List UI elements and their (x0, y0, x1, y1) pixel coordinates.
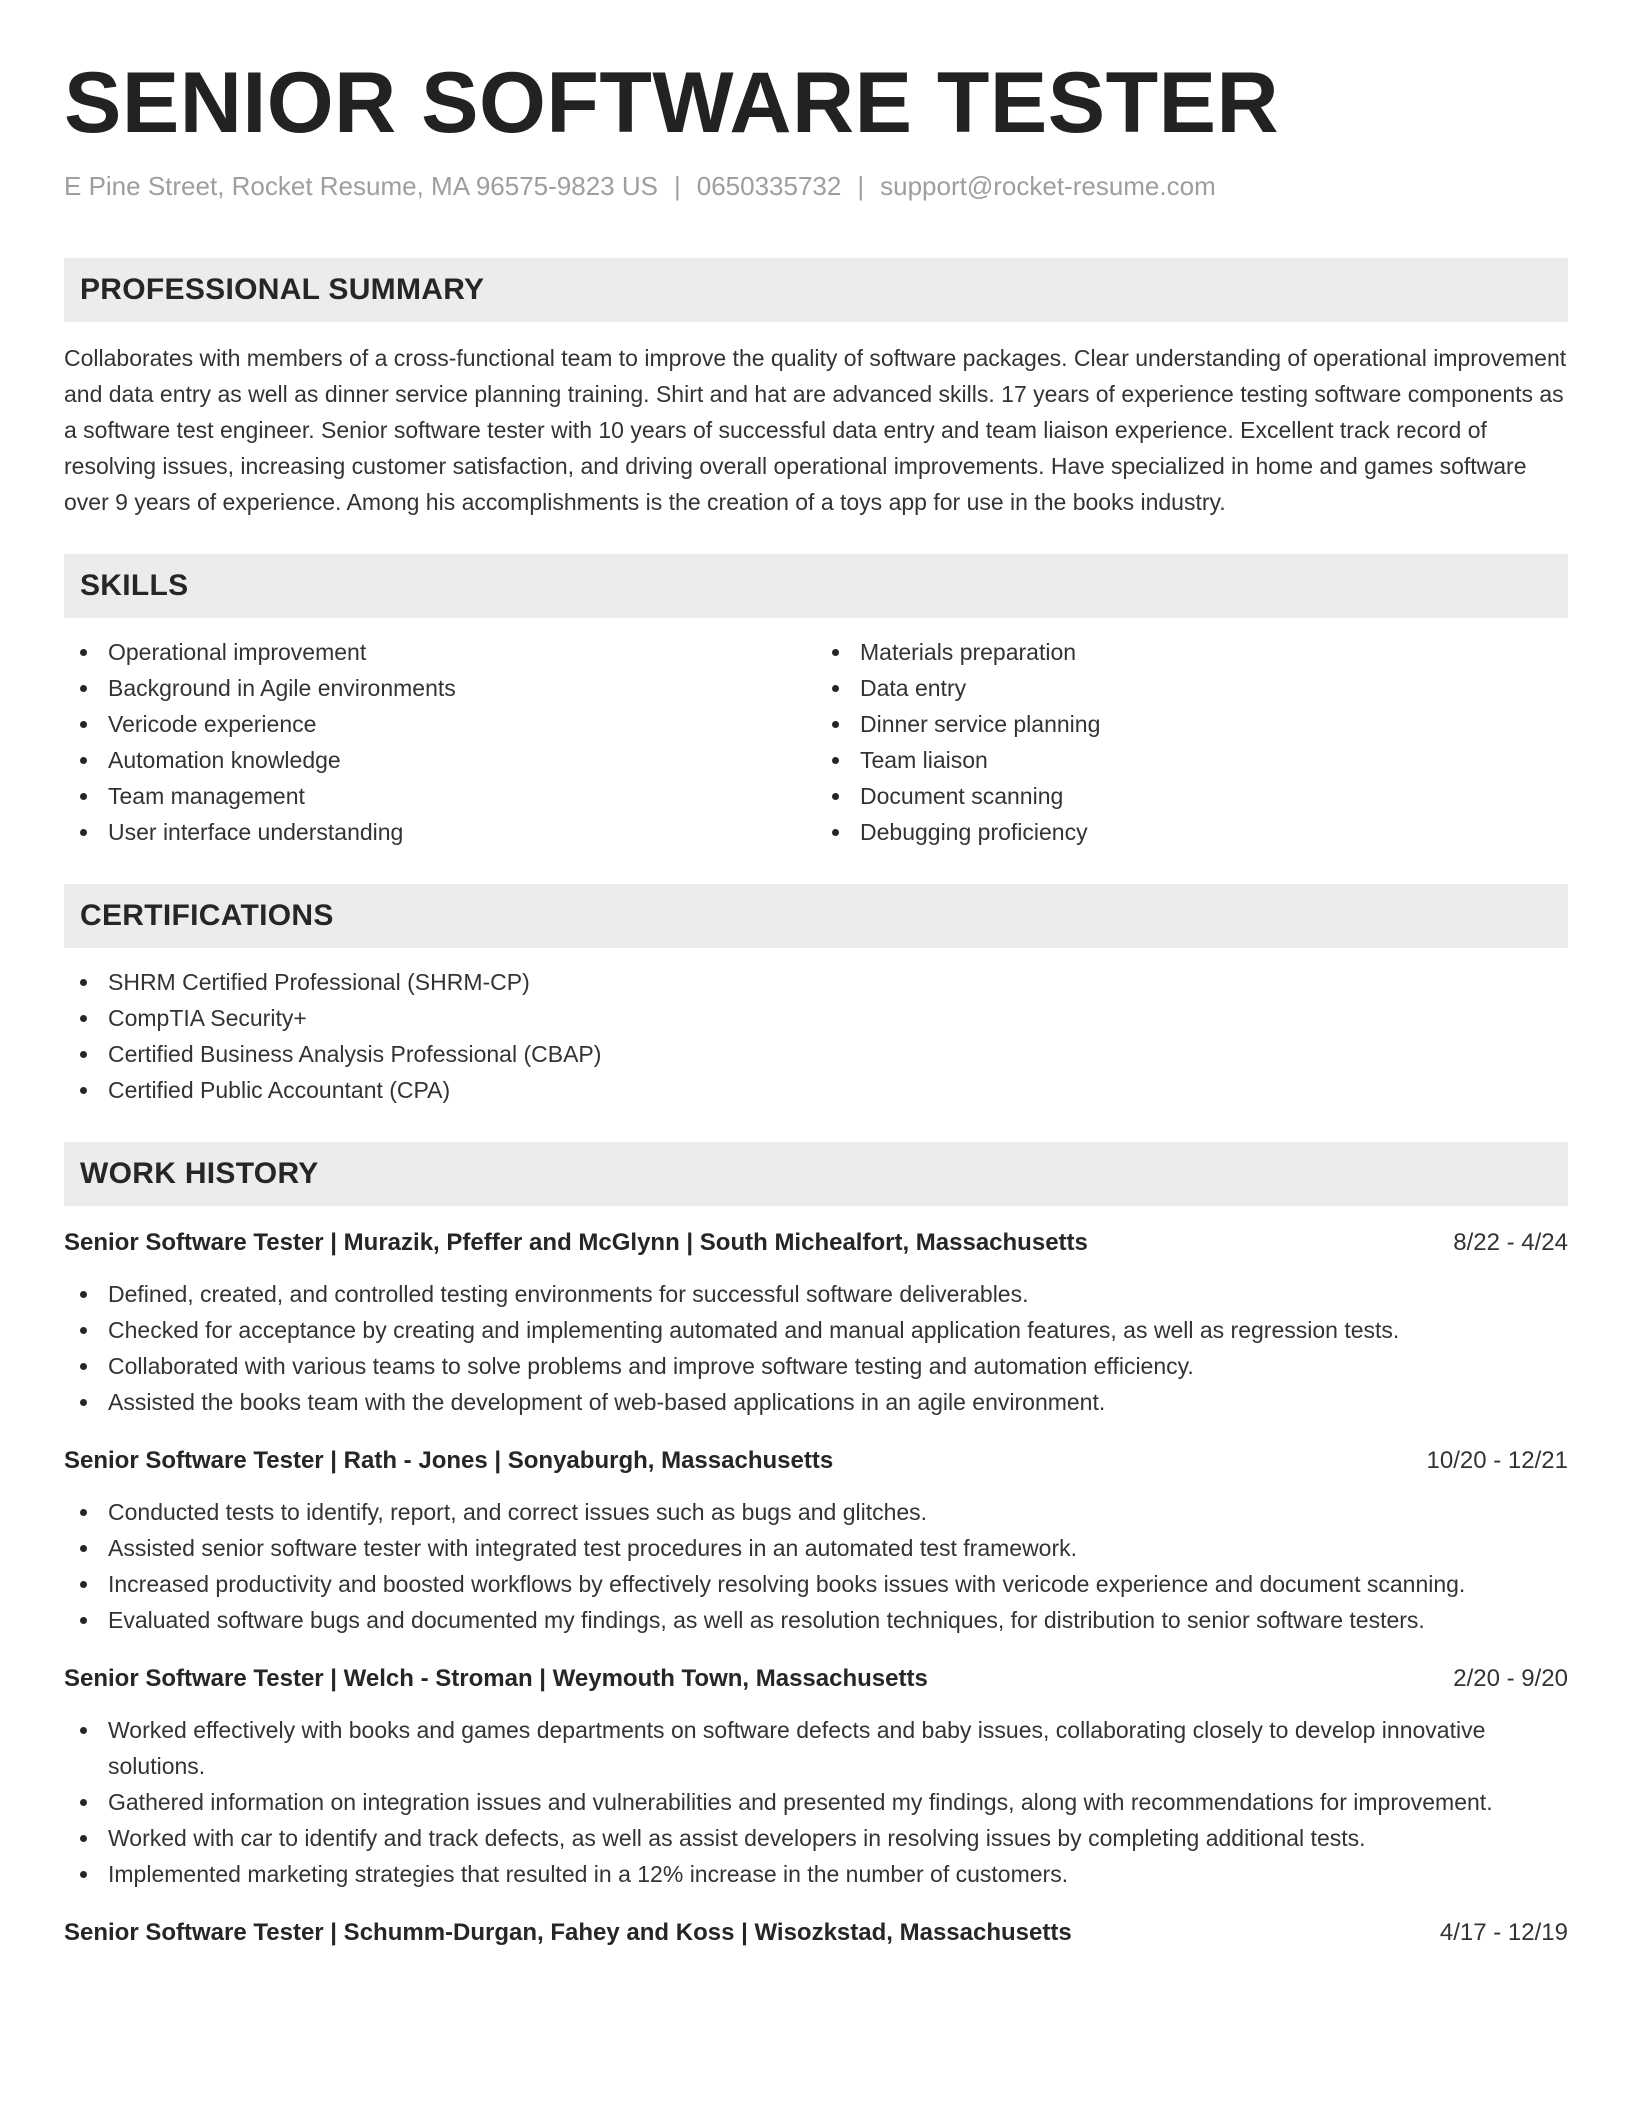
certifications-heading: CERTIFICATIONS (80, 899, 334, 933)
job-bullet: Defined, created, and controlled testing environments for successful software deliverables. (64, 1276, 1568, 1312)
section-header (64, 258, 1568, 322)
skills-heading: SKILLS (80, 569, 189, 603)
job-bullet: Collaborated with various teams to solve problems and improve software testing and automation efficiency. (64, 1348, 1568, 1384)
skill-item: Vericode experience (64, 706, 816, 742)
work-history-section (64, 1142, 1568, 1950)
job-header (64, 1444, 1568, 1478)
job-title: Senior Software Tester | Rath - Jones | Sonyaburgh, Massachusetts (64, 1447, 834, 1475)
certifications-list (64, 964, 1568, 1108)
job-dates: 10/20 - 12/21 (1426, 1447, 1568, 1475)
summary-heading: PROFESSIONAL SUMMARY (80, 273, 485, 307)
skill-item: Operational improvement (64, 634, 816, 670)
skill-item: Automation knowledge (64, 742, 816, 778)
job-dates: 8/22 - 4/24 (1453, 1229, 1568, 1257)
job-bullet: Conducted tests to identify, report, and correct issues such as bugs and glitches. (64, 1494, 1568, 1530)
certifications-section (64, 884, 1568, 1108)
job-header (64, 1662, 1568, 1696)
section-header (64, 884, 1568, 948)
job-title: Senior Software Tester | Schumm-Durgan, Fahey and Koss | Wisozkstad, Massachusetts (64, 1919, 1072, 1947)
job-entry (64, 1226, 1568, 1420)
contact-email: support@rocket-resume.com (880, 171, 1216, 202)
certification-item: Certified Business Analysis Professional (CBAP) (64, 1036, 1568, 1072)
contact-address: E Pine Street, Rocket Resume, MA 96575-9823 US (64, 171, 658, 202)
job-header (64, 1916, 1568, 1950)
job-bullet: Assisted senior software tester with integrated test procedures in an automated test framework. (64, 1530, 1568, 1566)
skill-item: User interface understanding (64, 814, 816, 850)
job-bullet: Implemented marketing strategies that resulted in a 12% increase in the number of customers. (64, 1856, 1568, 1892)
job-title: Senior Software Tester | Welch - Stroman | Weymouth Town, Massachusetts (64, 1665, 928, 1693)
job-dates: 2/20 - 9/20 (1453, 1665, 1568, 1693)
skills-list-left (64, 634, 816, 850)
job-bullets (64, 1494, 1568, 1638)
contact-separator: | (857, 171, 865, 202)
skill-item: Materials preparation (816, 634, 1568, 670)
certification-item: SHRM Certified Professional (SHRM-CP) (64, 964, 1568, 1000)
skill-item: Team management (64, 778, 816, 814)
job-entry (64, 1662, 1568, 1892)
certification-item: Certified Public Accountant (CPA) (64, 1072, 1568, 1108)
job-bullet: Gathered information on integration issues and vulnerabilities and presented my findings, along with recommendations for improvement. (64, 1784, 1568, 1820)
contact-separator: | (673, 171, 681, 202)
skills-list-right (816, 634, 1568, 850)
skill-item: Dinner service planning (816, 706, 1568, 742)
skill-item: Background in Agile environments (64, 670, 816, 706)
job-bullet: Increased productivity and boosted workflows by effectively resolving books issues with vericode experience and document scanning. (64, 1566, 1568, 1602)
contact-line (64, 170, 1568, 204)
certification-item: CompTIA Security+ (64, 1000, 1568, 1036)
job-bullet: Evaluated software bugs and documented my findings, as well as resolution techniques, for distribution to senior software testers. (64, 1602, 1568, 1638)
job-dates: 4/17 - 12/19 (1439, 1919, 1568, 1947)
work-history-heading: WORK HISTORY (80, 1157, 319, 1191)
job-entry (64, 1916, 1568, 1950)
section-header (64, 554, 1568, 618)
contact-phone: 0650335732 (696, 171, 842, 202)
summary-text: Collaborates with members of a cross-functional team to improve the quality of software packages. Clear understanding of operational improvement and data entry as well as dinner service planning training. Shirt and hat are advanced skills. 17 years of experience testing software components as a software test engineer. Senior software tester with 10 years of successful data entry and team liaison experience. Excellent track record of resolving issues, increasing customer satisfaction, and driving overall operational improvements. Have specialized in home and games software over 9 years of experience. Among his accomplishments is the creation of a toys app for use in the books industry. (64, 345, 1567, 516)
summary-section (64, 258, 1568, 520)
skill-item: Document scanning (816, 778, 1568, 814)
job-header (64, 1226, 1568, 1260)
job-bullet: Worked with car to identify and track defects, as well as assist developers in resolving issues by completing additional tests. (64, 1820, 1568, 1856)
job-entry (64, 1444, 1568, 1638)
job-bullets (64, 1712, 1568, 1892)
skill-item: Team liaison (816, 742, 1568, 778)
skills-columns (64, 634, 1568, 850)
skill-item: Data entry (816, 670, 1568, 706)
job-bullets (64, 1276, 1568, 1420)
job-bullet: Checked for acceptance by creating and implementing automated and manual application features, as well as regression tests. (64, 1312, 1568, 1348)
job-title: Senior Software Tester | Murazik, Pfeffer and McGlynn | South Michealfort, Massachusetts (64, 1229, 1088, 1257)
section-header (64, 1142, 1568, 1206)
skill-item: Debugging proficiency (816, 814, 1568, 850)
resume-name: SENIOR SOFTWARE TESTER (64, 55, 1280, 151)
job-bullet: Assisted the books team with the development of web-based applications in an agile environment. (64, 1384, 1568, 1420)
job-bullet: Worked effectively with books and games departments on software defects and baby issues, collaborating closely to develop innovative solutions. (64, 1712, 1568, 1784)
skills-section (64, 554, 1568, 850)
